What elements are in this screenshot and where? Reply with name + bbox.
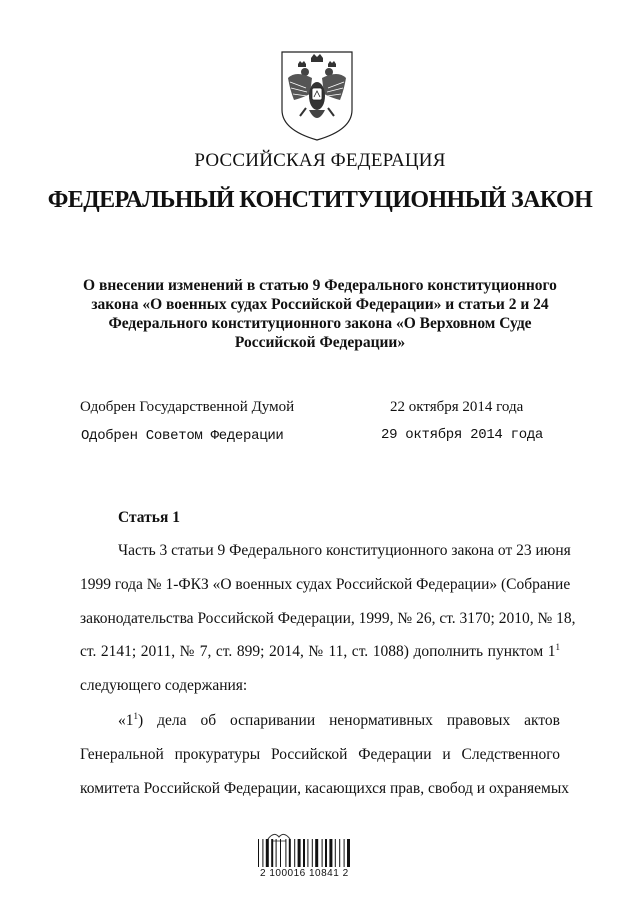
- article-text: ст. 2141; 2011, № 7, ст. 899; 2014, № 11, ст. 1088) дополнить пунктом 1: [80, 643, 556, 660]
- article-heading: Статья 1: [118, 509, 180, 526]
- barcode-bar: [258, 839, 259, 867]
- barcode-bar: [289, 839, 291, 867]
- barcode-bar: [307, 839, 308, 867]
- law-title: [70, 276, 570, 352]
- law-title-line: Российской Федерации»: [234, 334, 406, 351]
- barcode-bar: [303, 839, 305, 867]
- barcode-bar: [322, 839, 323, 867]
- article-text: ) дела об оспаривании ненормативных правовых актов: [138, 712, 560, 729]
- law-title-line: Федерального конституционного закона «О Верховном Суде: [108, 315, 532, 332]
- article-text-line: 1999 года № 1-ФКЗ «О военных судах Российской Федерации» (Собрание: [80, 576, 571, 593]
- barcode-bar: [344, 839, 345, 867]
- law-title-line: закона «О военных судах Российской Федерации» и статьи 2 и 24: [91, 296, 549, 313]
- barcode-bar: [266, 839, 269, 867]
- barcode-bar: [294, 839, 295, 867]
- article-text-line: Часть 3 статьи 9 Федерального конституционного закона от 23 июня: [118, 542, 571, 559]
- law-title-line: О внесении изменений в статью 9 Федерального конституционного: [83, 277, 557, 294]
- superscript: 1: [133, 710, 138, 721]
- article-text-line: Генеральной прокуратуры Российской Федерации и Следственного: [80, 746, 560, 763]
- quote-open: «1: [118, 712, 134, 729]
- duma-approval-label: Одобрен Государственной Думой: [80, 399, 295, 415]
- barcode-bar: [280, 839, 281, 867]
- barcode-bar: [312, 839, 313, 867]
- country-name: РОССИЙСКАЯ ФЕДЕРАЦИЯ: [194, 150, 446, 171]
- article-text-line: [118, 712, 560, 730]
- barcode-bar: [276, 839, 277, 867]
- article-text-line: комитета Российской Федерации, касающихся прав, свобод и охраняемых: [80, 780, 569, 797]
- article-text-line: следующего содержания:: [80, 677, 248, 694]
- article-text-line: законодательства Российской Федерации, 1999, № 26, ст. 3170; 2010, № 18,: [80, 610, 576, 627]
- barcode-number: 2 100016 10841 2: [260, 868, 349, 879]
- barcode-bar: [335, 839, 336, 867]
- barcode-bar: [271, 839, 273, 867]
- barcode-bar: [325, 839, 327, 867]
- barcode-bar: [285, 839, 286, 867]
- barcode: [256, 839, 368, 871]
- double-headed-eagle-emblem-icon: [276, 48, 358, 143]
- duma-approval-date: 22 октября 2014 года: [390, 399, 524, 415]
- barcode-bar: [315, 839, 318, 867]
- article-text-line: [80, 643, 560, 661]
- barcode-bar: [339, 839, 340, 867]
- superscript: 1: [555, 641, 560, 652]
- state-emblem: [276, 48, 358, 143]
- council-approval-label: Одобрен Советом Федерации: [81, 428, 284, 444]
- barcode-bar: [262, 839, 263, 867]
- council-approval-date: 29 октября 2014 года: [381, 427, 544, 443]
- barcode-bar: [329, 839, 332, 867]
- law-type-heading: ФЕДЕРАЛЬНЫЙ КОНСТИТУЦИОННЫЙ ЗАКОН: [47, 187, 593, 213]
- barcode-bar: [347, 839, 350, 867]
- barcode-bar: [298, 839, 301, 867]
